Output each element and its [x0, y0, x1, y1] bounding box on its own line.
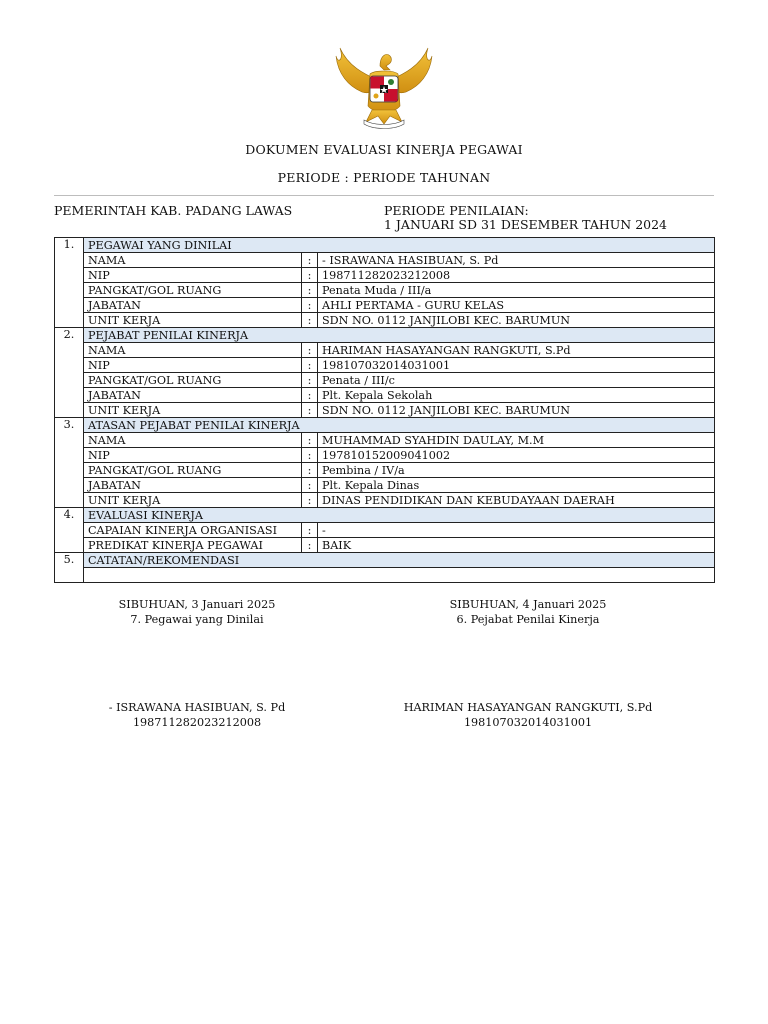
colon: :: [302, 283, 318, 298]
colon: :: [302, 388, 318, 403]
row-value: 198711282023212008: [318, 268, 715, 283]
signer-left: [67, 700, 327, 730]
row-label: NAMA: [84, 253, 302, 268]
colon: :: [302, 313, 318, 328]
table-row: [55, 523, 715, 538]
row-value: Plt. Kepala Dinas: [318, 478, 715, 493]
row-label: UNIT KERJA: [84, 493, 302, 508]
row-label: PANGKAT/GOL RUANG: [84, 463, 302, 478]
row-value: SDN NO. 0112 JANJILOBI KEC. BARUMUN: [318, 403, 715, 418]
colon: :: [302, 493, 318, 508]
signature-role: 6. Pejabat Penilai Kinerja: [456, 613, 600, 626]
row-label: NIP: [84, 268, 302, 283]
table-row: [55, 433, 715, 448]
section-title: PEJABAT PENILAI KINERJA: [84, 328, 715, 343]
table-row: [55, 268, 715, 283]
section-header-row: [55, 418, 715, 433]
section-title: ATASAN PEJABAT PENILAI KINERJA: [84, 418, 715, 433]
row-value: DINAS PENDIDIKAN DAN KEBUDAYAAN DAERAH: [318, 493, 715, 508]
table-row: [55, 448, 715, 463]
colon: :: [302, 433, 318, 448]
row-value: -: [318, 523, 715, 538]
colon: :: [302, 448, 318, 463]
section-number: 1.: [55, 238, 84, 328]
header-divider: [54, 195, 714, 196]
table-row: [55, 373, 715, 388]
section-title: CATATAN/REKOMENDASI: [84, 553, 715, 568]
signature-right: [398, 597, 658, 627]
colon: :: [302, 463, 318, 478]
section-title: PEGAWAI YANG DINILAI: [84, 238, 715, 253]
table-row: [55, 283, 715, 298]
row-value: HARIMAN HASAYANGAN RANGKUTI, S.Pd: [318, 343, 715, 358]
row-value: Plt. Kepala Sekolah: [318, 388, 715, 403]
section-title: EVALUASI KINERJA: [84, 508, 715, 523]
document-title: DOKUMEN EVALUASI KINERJA PEGAWAI: [245, 142, 523, 157]
row-label: JABATAN: [84, 388, 302, 403]
row-label: JABATAN: [84, 298, 302, 313]
periode-penilaian-label: PERIODE PENILAIAN:: [384, 203, 529, 218]
row-label: PANGKAT/GOL RUANG: [84, 373, 302, 388]
table-row: [55, 538, 715, 553]
table-row: [55, 298, 715, 313]
colon: :: [302, 373, 318, 388]
signer-name: HARIMAN HASAYANGAN RANGKUTI, S.Pd: [403, 701, 653, 714]
colon: :: [302, 343, 318, 358]
row-value: SDN NO. 0112 JANJILOBI KEC. BARUMUN: [318, 313, 715, 328]
signer-right: [398, 700, 658, 730]
signature-place-date: SIBUHUAN, 4 Januari 2025: [449, 598, 607, 611]
row-value: MUHAMMAD SYAHDIN DAULAY, M.M: [318, 433, 715, 448]
row-label: PANGKAT/GOL RUANG: [84, 283, 302, 298]
colon: :: [302, 538, 318, 553]
periode-penilaian-value: 1 JANUARI SD 31 DESEMBER TAHUN 2024: [384, 217, 668, 232]
instansi-label: PEMERINTAH KAB. PADANG LAWAS: [54, 203, 293, 218]
signer-name: - ISRAWANA HASIBUAN, S. Pd: [108, 701, 286, 714]
colon: :: [302, 253, 318, 268]
section-number: 5.: [55, 553, 84, 583]
garuda-pancasila-emblem-icon: [334, 44, 434, 130]
row-label: NAMA: [84, 433, 302, 448]
row-label: NAMA: [84, 343, 302, 358]
row-label: CAPAIAN KINERJA ORGANISASI: [84, 523, 302, 538]
row-label: UNIT KERJA: [84, 313, 302, 328]
catatan-empty-row: [55, 568, 715, 583]
signature-place-date: SIBUHUAN, 3 Januari 2025: [118, 598, 276, 611]
row-value: Penata Muda / III/a: [318, 283, 715, 298]
colon: :: [302, 268, 318, 283]
table-row: [55, 403, 715, 418]
section-number: 2.: [55, 328, 84, 418]
row-value: 198107032014031001: [318, 358, 715, 373]
colon: :: [302, 523, 318, 538]
row-value: AHLI PERTAMA - GURU KELAS: [318, 298, 715, 313]
table-row: [55, 388, 715, 403]
colon: :: [302, 478, 318, 493]
row-value: Pembina / IV/a: [318, 463, 715, 478]
signature-left: [67, 597, 327, 627]
row-label: UNIT KERJA: [84, 403, 302, 418]
table-row: [55, 313, 715, 328]
table-row: [55, 463, 715, 478]
table-row: [55, 253, 715, 268]
signer-nip: 198107032014031001: [463, 716, 593, 729]
catatan-cell: [84, 568, 715, 583]
document-periode: PERIODE : PERIODE TAHUNAN: [277, 170, 491, 185]
signer-nip: 198711282023212008: [132, 716, 262, 729]
section-number: 4.: [55, 508, 84, 553]
evaluation-table: [54, 237, 715, 583]
table-row: [55, 478, 715, 493]
section-header-row: [55, 238, 715, 253]
row-label: PREDIKAT KINERJA PEGAWAI: [84, 538, 302, 553]
row-value: - ISRAWANA HASIBUAN, S. Pd: [318, 253, 715, 268]
table-row: [55, 493, 715, 508]
colon: :: [302, 298, 318, 313]
section-number: 3.: [55, 418, 84, 508]
colon: :: [302, 358, 318, 373]
row-value: 197810152009041002: [318, 448, 715, 463]
section-header-row: [55, 328, 715, 343]
table-row: [55, 343, 715, 358]
table-row: [55, 358, 715, 373]
row-label: JABATAN: [84, 478, 302, 493]
section-header-row: [55, 508, 715, 523]
colon: :: [302, 403, 318, 418]
section-header-row: [55, 553, 715, 568]
signature-role: 7. Pegawai yang Dinilai: [130, 613, 264, 626]
row-label: NIP: [84, 358, 302, 373]
row-label: NIP: [84, 448, 302, 463]
row-value: Penata / III/c: [318, 373, 715, 388]
row-value: BAIK: [318, 538, 715, 553]
